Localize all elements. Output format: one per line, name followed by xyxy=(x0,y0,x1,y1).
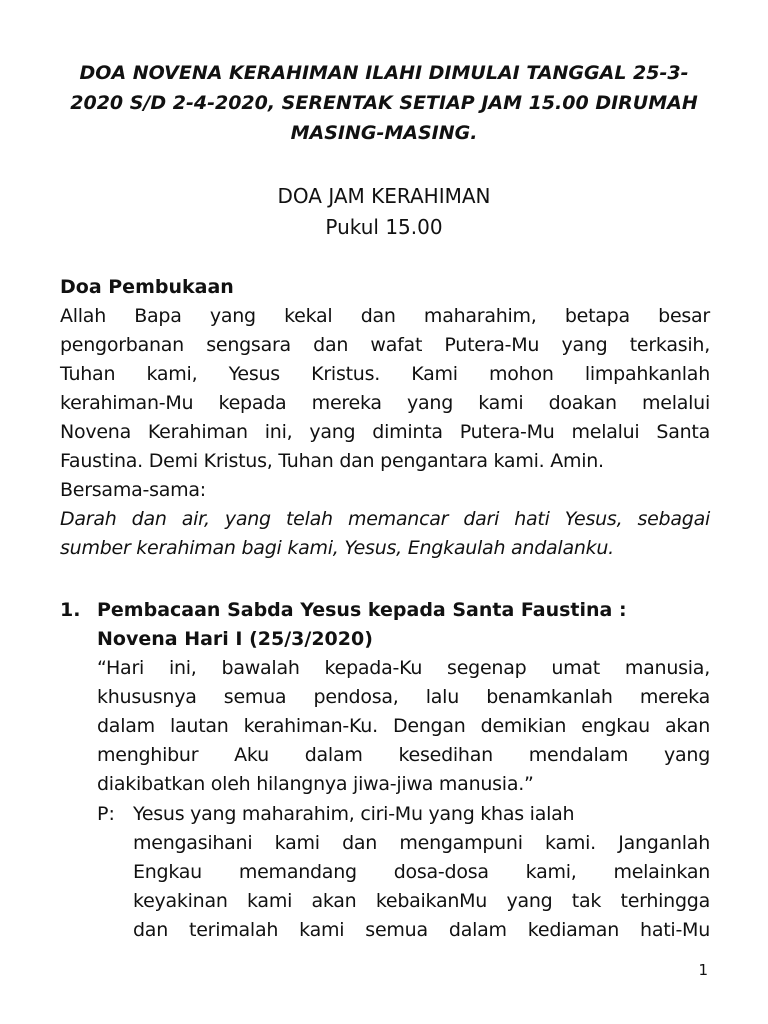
subtitle-line-1: DOA JAM KERAHIMAN xyxy=(277,184,491,208)
title-line: 2020 S/D 2-4-2020, SERENTAK SETIAP JAM 15.00 DIRUMAH xyxy=(70,92,698,114)
prayer-line: Yesus yang maharahim, ciri-Mu yang khas ialah xyxy=(133,803,575,825)
quote-line: diakibatkan oleh hilangnya jiwa-jiwa manusia.” xyxy=(97,773,534,795)
subtitle-line-2: Pukul 15.00 xyxy=(325,215,443,239)
page-number: 1 xyxy=(698,961,708,979)
prayer-line: mengasihani kami dan mengampuni kami. Janganlah xyxy=(133,832,710,854)
paragraph-line: Allah Bapa yang kekal dan maharahim, betapa besar xyxy=(60,305,710,327)
opening-prayer-text xyxy=(60,302,710,563)
quote-line: menghibur Aku dalam kesedihan mendalam yang xyxy=(97,744,710,766)
prayer-line: keyakinan kami akan kebaikanMu yang tak terhingga xyxy=(133,890,710,912)
together-label: Bersama-sama: xyxy=(60,479,206,501)
response-line: Darah dan air, yang telah memancar dari hati Yesus, sebagai xyxy=(60,508,710,530)
response-line: sumber kerahiman bagi kami, Yesus, Engkaulah andalanku. xyxy=(60,537,614,559)
paragraph-line: Novena Kerahiman ini, yang diminta Putera-Mu melalui Santa xyxy=(60,421,710,443)
paragraph-line: kerahiman-Mu kepada mereka yang kami doakan melalui xyxy=(60,392,710,414)
priest-label: P: xyxy=(97,803,115,825)
paragraph-line: pengorbanan sengsara dan wafat Putera-Mu yang terkasih, xyxy=(60,334,710,356)
jesus-quote xyxy=(97,654,710,799)
list-number: 1. xyxy=(60,599,81,621)
title-line: DOA NOVENA KERAHIMAN ILAHI DIMULAI TANGGAL 25-3- xyxy=(79,62,689,84)
reading-heading: Pembacaan Sabda Yesus kepada Santa Faustina : xyxy=(97,599,627,621)
prayer-line: dan terimalah kami semua dalam kediaman hati-Mu xyxy=(133,919,710,941)
priest-prayer xyxy=(133,800,710,945)
novena-day-heading: Novena Hari I (25/3/2020) xyxy=(97,628,373,650)
paragraph-line: Tuhan kami, Yesus Kristus. Kami mohon limpahkanlah xyxy=(60,363,710,385)
paragraph-line: Faustina. Demi Kristus, Tuhan dan pengantara kami. Amin. xyxy=(60,450,604,472)
opening-prayer-heading: Doa Pembukaan xyxy=(60,276,234,298)
document-title xyxy=(60,58,708,148)
title-line: MASING-MASING. xyxy=(290,122,478,144)
quote-line: dalam lautan kerahiman-Ku. Dengan demikian engkau akan xyxy=(97,715,710,737)
prayer-subtitle xyxy=(60,181,708,243)
prayer-line: Engkau memandang dosa-dosa kami, melainkan xyxy=(133,861,710,883)
quote-line: khususnya semua pendosa, lalu benamkanlah mereka xyxy=(97,686,710,708)
quote-line: “Hari ini, bawalah kepada-Ku segenap umat manusia, xyxy=(97,657,710,679)
